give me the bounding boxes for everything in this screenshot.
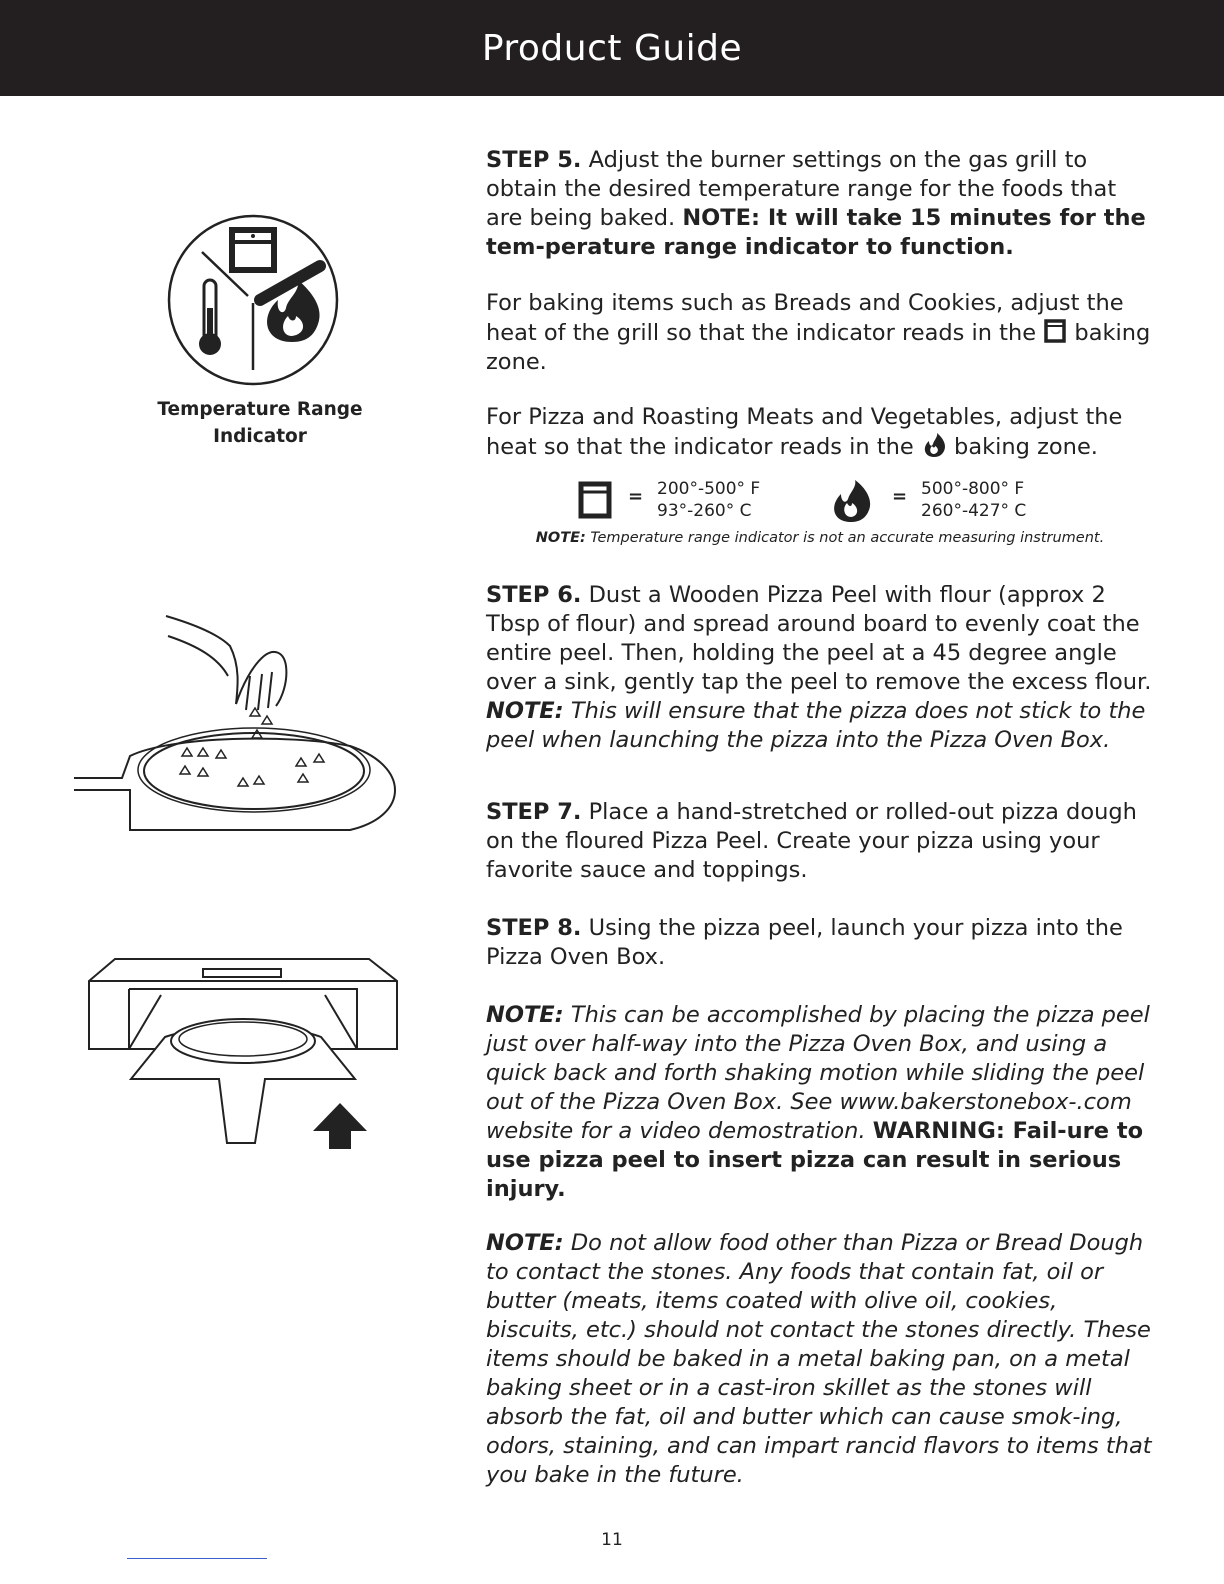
flame-icon [921, 432, 947, 458]
temperature-indicator-icon [160, 208, 350, 393]
indicator-caption-line1: Temperature Range [157, 399, 363, 420]
page-number: 11 [601, 1530, 623, 1550]
step7-text: Place a hand-stretched or rolled-out pizza dough on the floured Pizza Peel. Create your pizza using your favorite sauce and toppings. [486, 799, 1137, 883]
step8-section [486, 914, 1156, 972]
temperature-note-text: Temperature range indicator is not an accurate measuring instrument. [585, 530, 1105, 546]
temperature-note-label: NOTE: [535, 530, 586, 546]
flame-range-f: 500°-800° F [921, 479, 1025, 499]
pizza-section [486, 403, 1156, 462]
step6-note-text: This will ensure that the pizza does not stick to the peel when launching the pizza into the Pizza Oven Box. [486, 698, 1146, 753]
equals-sign: = [892, 486, 908, 507]
step8-label: STEP 8. [486, 915, 582, 941]
food-note-label: NOTE: [486, 1230, 564, 1256]
flame-range-c: 260°-427° C [921, 501, 1027, 521]
step8-text: Using the pizza peel, launch your pizza into the Pizza Oven Box. [486, 915, 1123, 970]
oven-range-c: 93°-260° C [657, 501, 752, 521]
equals-sign: = [628, 486, 644, 507]
temperature-table [575, 476, 1055, 528]
pizza-text-before: For Pizza and Roasting Meats and Vegetables, adjust the heat so that the indicator reads in the [486, 404, 1123, 460]
breads-text-before: For baking items such as Breads and Cookies, adjust the heat of the grill so that the indicator reads in the [486, 290, 1124, 346]
footer-divider [127, 1558, 267, 1559]
page-header [0, 0, 1224, 96]
breads-text-after: baking zone. [486, 320, 1151, 375]
food-note-text: Do not allow food other than Pizza or Bread Dough to contact the stones. Any foods that contain fat, oil or butter (meats, items coated with olive oil, cookies, biscuits, etc.) should not contact the stones directly. These items should be baked in a metal baking pan, on a metal baking sheet or in a cast-iron skillet as the stones will absorb the fat, oil and butter which can cause smok-ing, odors, staining, and can impart rancid flavors to items that you bake in the future. [486, 1230, 1152, 1488]
flame-icon [827, 478, 875, 524]
step6-note-label: NOTE: [486, 698, 564, 724]
oven-icon [1043, 318, 1067, 344]
page-title: Product Guide [481, 27, 743, 69]
indicator-caption [120, 396, 400, 450]
step6-text: Dust a Wooden Pizza Peel with flour (approx 2 Tbsp of flour) and spread around board to evenly coat the entire peel. Then, holding the peel at a 45 degree angle over a sink, gently tap the peel to remove the excess flour. [486, 582, 1152, 695]
launch-note-section [486, 1001, 1156, 1204]
launch-note-text: This can be accomplished by placing the pizza peel just over half-way into the Pizza Oven Box, and using a quick back and forth shaking motion while sliding the peel out of the Pizza Oven Box. See www.bakerstonebox-.com website for a video demostration. [486, 1002, 1150, 1144]
step6-label: STEP 6. [486, 582, 582, 608]
flour-dusting-illustration [70, 606, 410, 836]
step7-section [486, 798, 1156, 885]
step7-label: STEP 7. [486, 799, 582, 825]
step5-label: STEP 5. [486, 147, 582, 173]
step5-note: NOTE: It will take 15 minutes for the tem-perature range indicator to function. [486, 205, 1146, 260]
pizza-text-after: baking zone. [946, 434, 1098, 460]
indicator-caption-line2: Indicator [213, 426, 307, 447]
oven-range-f: 200°-500° F [657, 479, 761, 499]
launch-warning: WARNING: Fail-ure to use pizza peel to insert pizza can result in serious injury. [486, 1118, 1144, 1202]
oven-icon [577, 480, 613, 520]
breads-section [486, 289, 1156, 377]
step6-section [486, 581, 1156, 755]
step5-text: Adjust the burner settings on the gas grill to obtain the desired temperature range for the foods that are being baked. [486, 147, 1117, 231]
step5-section [486, 146, 1156, 262]
oven-box-illustration [85, 953, 405, 1163]
launch-note-label: NOTE: [486, 1002, 564, 1028]
food-note-section [486, 1229, 1156, 1490]
temperature-note [480, 530, 1160, 546]
